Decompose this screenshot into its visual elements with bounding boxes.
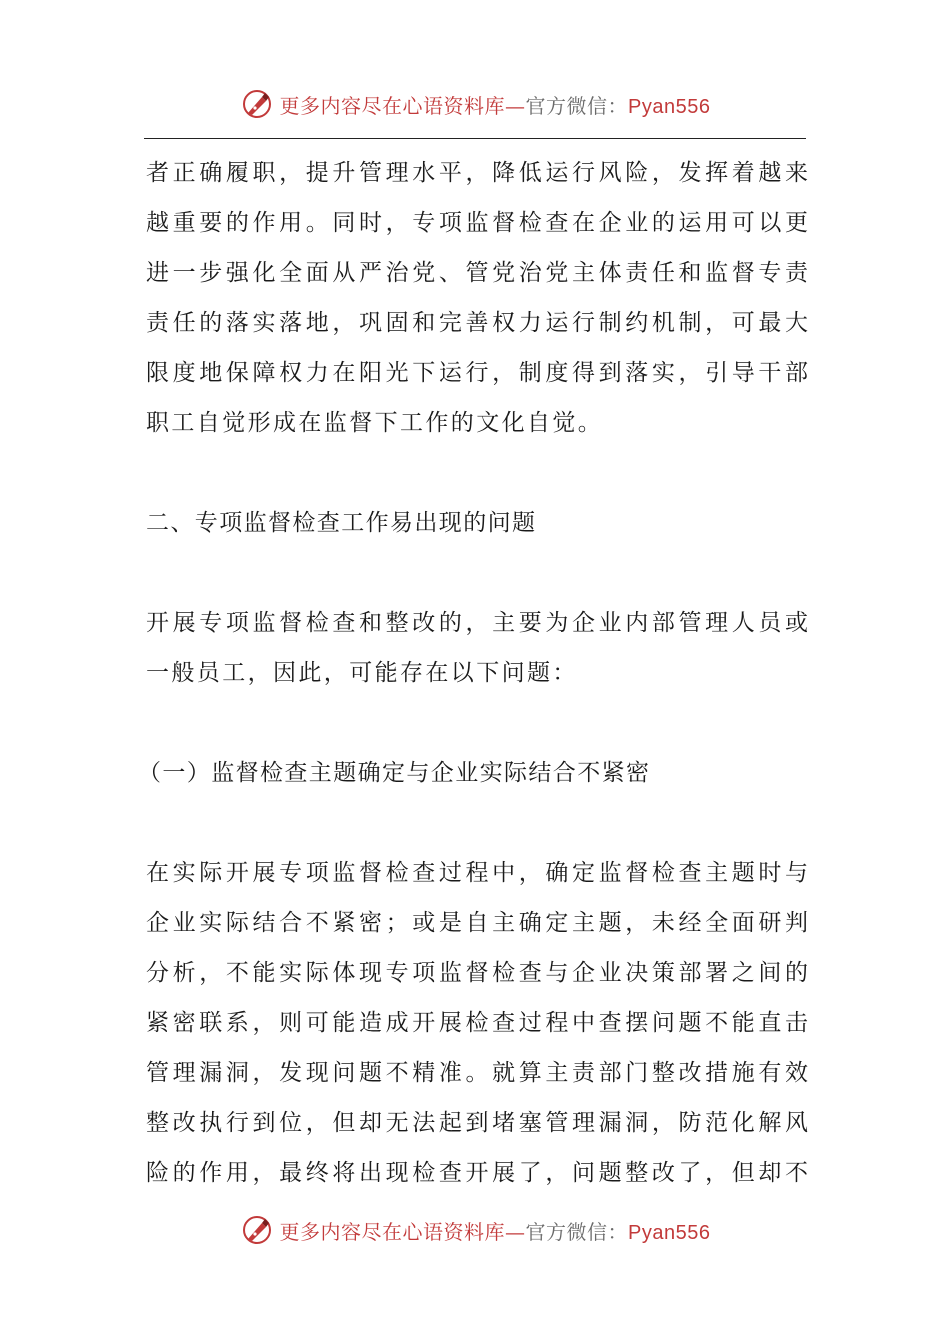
text-line: 进一步强化全面从严治党、管党治党主体责任和监督专责 <box>146 260 808 286</box>
text-line: 开展专项监督检查和整改的，主要为企业内部管理人员或 <box>146 610 808 636</box>
subsection-heading: （一）监督检查主题确定与企业实际结合不紧密 <box>138 760 651 786</box>
detail-paragraph <box>146 848 808 1198</box>
paragraph-gap <box>146 548 808 598</box>
banner-wechat-id: Pyan556 <box>628 1221 711 1244</box>
text-line: 责任的落实落地，巩固和完善权力运行制约机制，可最大 <box>146 310 808 336</box>
banner-wechat-id: Pyan556 <box>628 95 711 118</box>
pen-nib-icon <box>240 87 274 121</box>
text-line: 越重要的作用。同时，专项监督检查在企业的运用可以更 <box>146 210 808 236</box>
banner-main-text: 更多内容尽在心语资料库— <box>279 1219 526 1244</box>
text-line: 限度地保障权力在阳光下运行，制度得到落实，引导干部 <box>146 360 808 386</box>
banner-wechat-label: 官方微信： <box>525 1219 629 1244</box>
pen-nib-icon <box>240 1213 274 1247</box>
paragraph <box>146 148 808 448</box>
text-line: 者正确履职，提升管理水平，降低运行风险，发挥着越来 <box>146 160 808 186</box>
banner-text <box>280 1216 711 1245</box>
text-line: 管理漏洞，发现问题不精准。就算主责部门整改措施有效 <box>146 1060 808 1086</box>
paragraph-gap <box>146 798 808 848</box>
footer-banner <box>0 1210 950 1250</box>
text-line: 分析，不能实际体现专项监督检查与企业决策部署之间的 <box>146 960 808 986</box>
text-line: 整改执行到位，但却无法起到堵塞管理漏洞，防范化解风 <box>146 1110 808 1136</box>
text-line: 险的作用，最终将出现检查开展了，问题整改了，但却不 <box>146 1160 808 1186</box>
document-body <box>138 148 808 1198</box>
banner-text <box>280 90 711 119</box>
banner-wechat-label: 官方微信： <box>525 93 629 118</box>
header-divider <box>144 138 806 139</box>
section-heading: 二、专项监督检查工作易出现的问题 <box>146 510 537 536</box>
header-banner <box>0 84 950 124</box>
intro-paragraph <box>146 598 808 698</box>
paragraph-gap <box>146 448 808 498</box>
banner-main-text: 更多内容尽在心语资料库— <box>279 93 526 118</box>
text-line: 职工自觉形成在监督下工作的文化自觉。 <box>146 410 604 436</box>
paragraph-gap <box>146 698 808 748</box>
text-line: 企业实际结合不紧密；或是自主确定主题，未经全面研判 <box>146 910 808 936</box>
text-line: 一般员工，因此，可能存在以下问题： <box>146 660 578 686</box>
text-line: 在实际开展专项监督检查过程中，确定监督检查主题时与 <box>146 860 808 886</box>
text-line: 紧密联系，则可能造成开展检查过程中查摆问题不能直击 <box>146 1010 808 1036</box>
